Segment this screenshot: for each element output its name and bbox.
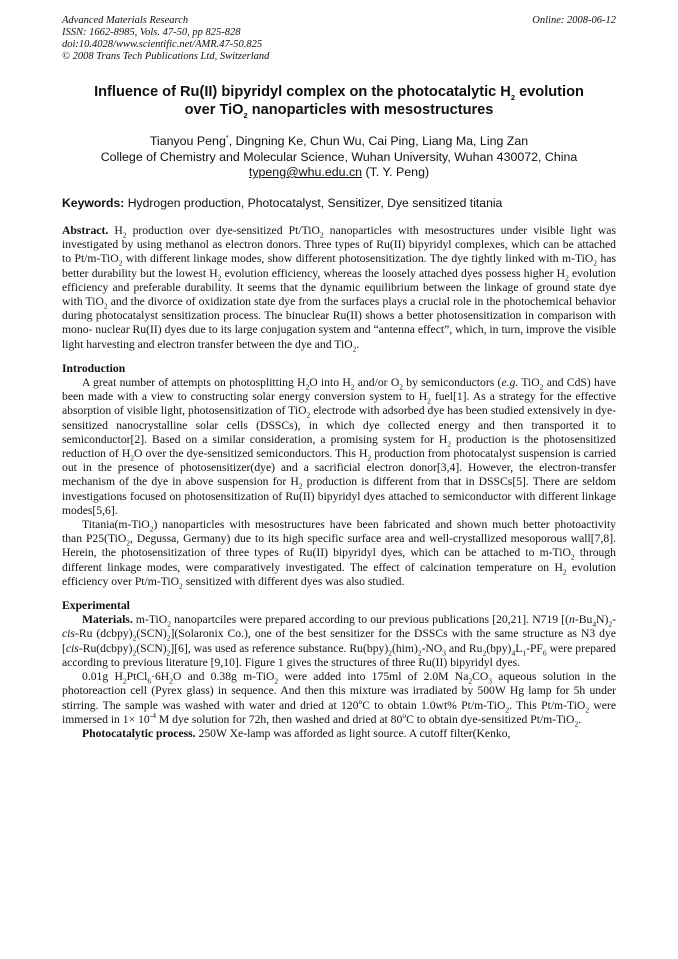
email-link[interactable]: typeng@whu.edu.cn	[248, 165, 363, 179]
doi-line: doi:10.4028/www.scientific.net/AMR.47-50.825	[62, 39, 263, 50]
subscript: 2	[217, 272, 222, 282]
text: were added into 175ml of 2.0M Na	[278, 670, 469, 684]
text: evolution efficiency, whereas the loosely attached dyes possess higher H	[221, 266, 566, 280]
text: were immersed in 1× 10	[62, 698, 616, 726]
text: and the divorce of oxidization state dye from the surfaces plays a crucial role in the photochemical behavior during photocatalyst sensitization process. The binuclear Ru(II) shows a better photosensitization in comparison with mono- nuclear Ru(II) dyes due to its large conjugation system and “antenna effect”, which, in turn, improve the visible light harvesting and electron transfer between the dye and TiO	[62, 295, 616, 351]
subscript: 2	[468, 676, 473, 686]
subscript: 2	[350, 382, 355, 392]
text: with different linkage modes, show different photosensitization. The dye tightly linked with m-TiO	[122, 252, 594, 266]
subscript: 2	[399, 382, 403, 392]
subscript: 2	[126, 538, 131, 548]
subscript: 2	[482, 648, 487, 658]
subscript: 2	[305, 382, 310, 392]
introduction-paragraph-2	[62, 518, 616, 589]
text: production is the photosensitized reduction of H	[62, 432, 616, 461]
superscript: -4	[149, 710, 156, 720]
paper-title	[40, 84, 638, 119]
subscript: 2	[608, 619, 613, 629]
subscript: 2	[388, 648, 392, 658]
subscript: 2	[565, 272, 569, 282]
text: by semiconductors (	[402, 376, 502, 390]
subscript: 4	[592, 619, 597, 629]
text: nanoparticles with mesostructures under visible light was investigated by using methanol as electron donors. Three types of Ru(II) bipyridyl complexes, which can be attached to Pt/m-TiO	[62, 224, 616, 266]
subscript: 6	[542, 648, 547, 658]
text: (SCN)	[136, 641, 167, 655]
subscript: 2	[166, 648, 171, 658]
contact-name: (T. Y. Peng)	[362, 165, 430, 179]
online-date: Online: 2008-06-12	[532, 15, 616, 26]
subscript: 3	[442, 648, 447, 658]
subscript: 2	[103, 301, 108, 311]
contact-line	[40, 165, 638, 181]
text: evolution efficiency over Pt/m-TiO	[62, 560, 616, 588]
superscript: o	[358, 696, 363, 706]
text: Titania(m-TiO	[82, 518, 150, 532]
author-block	[40, 134, 638, 181]
text: C to obtain 1.0wt% Pt/m-TiO	[362, 698, 506, 712]
text: were prepared according to previous literature [9,10]. Figure 1 gives the structures of three Ru(II) bipyridyl dyes.	[62, 641, 616, 669]
subscript: 2	[166, 633, 171, 643]
text: .	[356, 337, 360, 351]
text: O into H	[309, 376, 351, 390]
subscript: 2	[562, 567, 567, 576]
subscript: 2	[593, 258, 598, 268]
text: -PF	[526, 641, 543, 655]
text: M dye solution for 72h, then washed and dried at 80	[155, 712, 403, 726]
text: -Bu	[574, 613, 593, 627]
subscript: 2	[122, 230, 127, 240]
text: A great number of attempts on photosplitting H	[82, 376, 306, 390]
author-text: Tianyou Peng	[149, 134, 226, 148]
subscript: 2	[319, 230, 324, 240]
materials-paragraph	[62, 613, 616, 670]
journal-header	[62, 15, 616, 63]
text: production is different from that in DSSCs[5]. There are seldom investigations focused on photosensitization of Ru(II) bipyridyl dyes attached to semiconductor with different linkage modes[5,6].	[62, 475, 616, 517]
text: fuel[1]. As a strategy for the effective absorption of visible light, photosensitization of TiO	[62, 390, 616, 418]
subscript: 2	[367, 453, 372, 463]
text: and Ru	[446, 641, 483, 655]
subscript: 2	[243, 110, 248, 120]
subscript: 2	[570, 552, 575, 562]
text: -Ru (dcbpy)	[74, 627, 133, 641]
text: C to obtain dye-sensitized Pt/m-TiO	[406, 712, 575, 726]
subscript: 2	[122, 676, 127, 686]
subscript: 2	[118, 258, 123, 268]
journal-name: Advanced Materials Research	[62, 15, 189, 26]
issn-line: ISSN: 1662-8985, Vols. 47-50, pp 825-828	[62, 27, 241, 38]
subscript: 2	[179, 581, 183, 591]
text: production over dye-sensitized Pt/TiO	[126, 224, 320, 237]
subscript: 2	[167, 619, 171, 629]
subscript: 1	[522, 648, 527, 658]
text: L	[515, 641, 523, 655]
text: (him)	[391, 641, 418, 655]
subscript: 2	[149, 524, 154, 534]
text: .	[578, 712, 582, 726]
affiliation: College of Chemistry and Molecular Science, Wuhan University, Wuhan 430072, China	[100, 149, 578, 164]
text: and CdS) have been made with a view to constructing solar energy conversion system to H	[62, 376, 617, 404]
text: . This Pt/m-TiO	[509, 698, 586, 712]
text: -NO	[421, 641, 443, 655]
text: production from photocatalyst suspension is carried out in the presence of photosensitizer(dye) and a sacrificial electron donor[3,4]. However, the electron-transfer mechanism of the dye in above suspension for H	[62, 447, 616, 489]
superscript: *	[225, 132, 229, 142]
keywords-text: Hydrogen production, Photocatalyst, Sensitizer, Dye sensitized titania	[124, 196, 503, 210]
subscript: 6	[147, 676, 152, 686]
experimental-heading: Experimental	[62, 599, 130, 613]
introduction-paragraph-1	[62, 376, 616, 518]
text: ][6], was used as reference substance. Ru(bpy)	[170, 641, 389, 655]
text: , Degussa, Germany) due to its high specific surface area and well-crystallized mesoporous wall[7,8]. Herein, the photosensitization of three types of Ru(II) bipyridyl dyes, which can be attached to m-TiO	[62, 532, 616, 560]
subscript: 2	[427, 396, 431, 406]
subscript: 2	[417, 648, 422, 658]
subscript: 4	[511, 648, 516, 658]
author-names	[40, 134, 638, 150]
title-text: evolution	[515, 84, 584, 100]
keywords-label: Keywords:	[62, 196, 125, 210]
text: sensitized with different dyes was also studied.	[182, 574, 405, 588]
text: nanopartciles were prepared according to our previous publications [20,21]. N719 [(	[170, 613, 570, 627]
text: ) nanoparticles with mesostructures have been fabricated and shown much better photoactivity than P25(TiO	[62, 518, 616, 546]
text: has better durability but the lowest H	[62, 252, 616, 280]
text: ·6H	[151, 670, 170, 684]
copyright-line: © 2008 Trans Tech Publications Ltd, Switzerland	[62, 51, 270, 62]
subscript: 2	[132, 648, 137, 658]
italic-text: cis	[62, 627, 75, 641]
title-text: Influence of Ru(II) bipyridyl complex on the photocatalytic H	[94, 84, 511, 100]
superscript: o	[402, 710, 407, 720]
text: O and 0.38g m-TiO	[172, 670, 275, 684]
subscript: 2	[505, 704, 510, 714]
photocatalytic-label: Photocatalytic process.	[82, 726, 196, 740]
subscript: 2	[574, 719, 579, 729]
subscript: 2	[298, 481, 303, 491]
title-text: nanoparticles with mesostructures	[247, 101, 494, 118]
text: aqueous solution in the photoreaction cell (Pyrex glass) in sequence. And then this mixture was irradiated by 500W Hg lamp for 5h under stirring. The sample was washed with water and dried at 120	[62, 670, 617, 712]
text: and/or O	[354, 376, 400, 390]
text: (bpy)	[486, 641, 512, 655]
subscript: 2	[274, 676, 279, 686]
subscript: 2	[447, 439, 452, 449]
italic-text: cis	[65, 641, 79, 655]
text: O over the dye-sensitized semiconductors. This H	[134, 447, 368, 461]
subscript: 2	[585, 704, 590, 714]
keywords	[62, 196, 616, 211]
text: TiO	[518, 376, 540, 390]
text: ](Solaronix Co.), one of the best sensitizer for the DSSCs with the same structure as N3 dye [	[62, 627, 616, 655]
text: through different linkage modes, were comparatively investigated. The effect of calcination temperature on H	[62, 546, 616, 574]
text: 250W Xe-lamp was afforded as light source. A cutoff filter(Kenko,	[195, 726, 511, 740]
text: N)	[596, 613, 609, 627]
text: electrode with adsorbed dye has been studied extensively in dye- sensitized nanocrystalline solar cells (DSSCs), in which dye collected energy and then transported it to semiconductor[2]. Based on a similar consideration, a promising system for H	[62, 404, 616, 446]
subscript: 2	[510, 92, 516, 102]
text: (SCN)	[136, 627, 167, 641]
subscript: 3	[488, 676, 493, 686]
subscript: 2	[306, 410, 311, 420]
photocatalytic-paragraph	[62, 727, 616, 741]
abstract-label: Abstract.	[62, 224, 109, 237]
subscript: 2	[539, 382, 544, 392]
title-text: over TiO	[184, 101, 244, 118]
preparation-paragraph	[62, 670, 616, 727]
subscript: 2	[352, 343, 357, 353]
text: PtCl	[126, 670, 148, 684]
text: -Ru(dcbpy)	[78, 641, 133, 655]
text: 0.01g H	[82, 670, 123, 684]
introduction-heading: Introduction	[62, 361, 126, 375]
italic-text: n	[569, 613, 575, 627]
text: -	[612, 613, 616, 627]
text: m-TiO	[132, 613, 168, 627]
text: CO	[472, 670, 489, 684]
materials-label: Materials.	[82, 613, 133, 627]
subscript: 2	[132, 633, 137, 643]
italic-text: e.g.	[501, 376, 519, 390]
paper-body	[62, 224, 616, 741]
text: evolution efficiency and preferable durability. It seems that the dynamic equilibrium between the linkage of ground state dye with TiO	[62, 266, 616, 309]
abstract	[62, 224, 616, 352]
text: H	[108, 224, 123, 237]
subscript: 2	[169, 676, 173, 686]
subscript: 2	[130, 453, 135, 463]
author-text: , Dingning Ke, Chun Wu, Cai Ping, Liang Ma, Ling Zan	[228, 134, 529, 148]
